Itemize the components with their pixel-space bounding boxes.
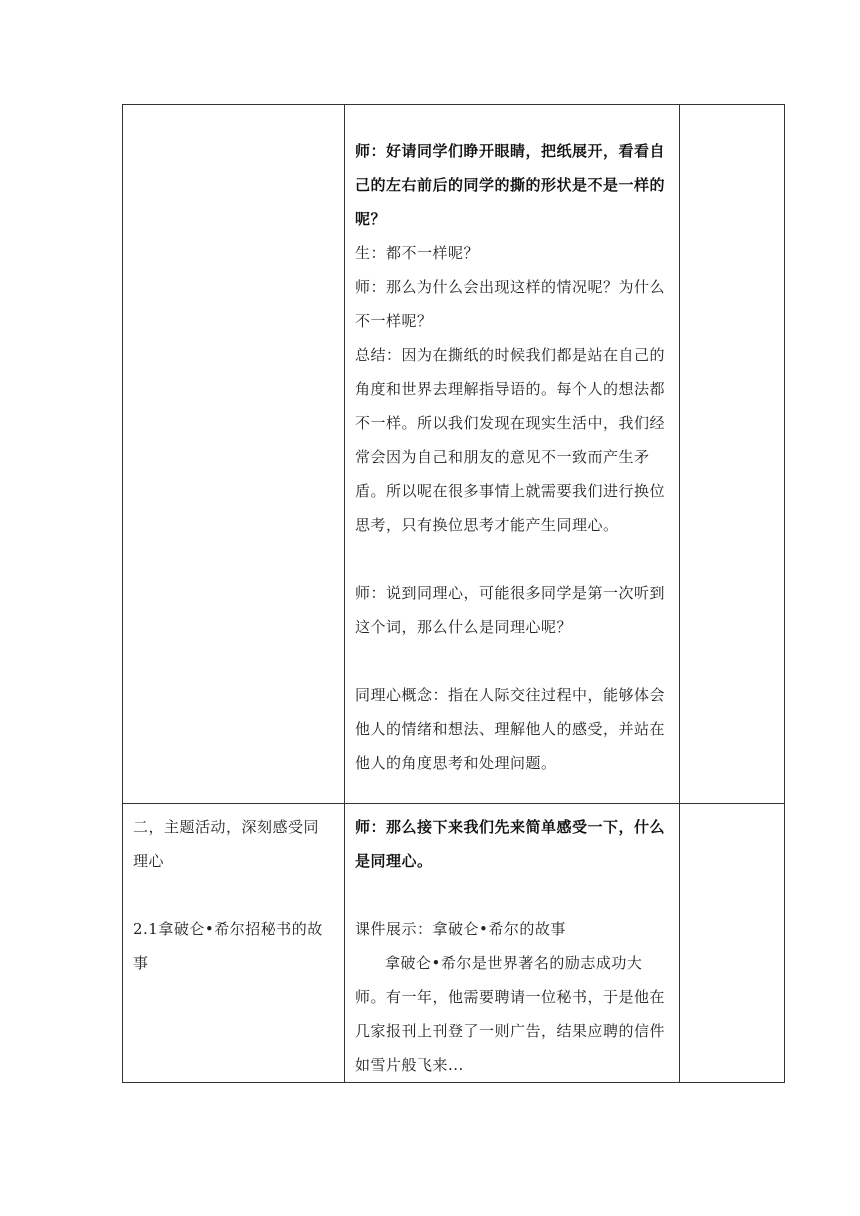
stage-cell (123, 105, 345, 804)
lesson-plan-table (122, 104, 785, 1083)
empathy-concept: 同理心概念：指在人际交往过程中，能够体会他人的情绪和想法、理解他人的感受，并站在他人的角度思考和处理问题。 (355, 686, 666, 772)
teacher-intro: 师：那么接下来我们先来简单感受一下，什么是同理心。 (355, 818, 666, 870)
teacher-question-1: 师：好请同学们睁开眼睛，把纸展开，看看自己的左右前后的同学的撕的形状是不是一样的呢？ (355, 142, 666, 228)
courseware-label: 课件展示：拿破仑•希尔的故事 (355, 920, 566, 938)
stage-heading: 二，主题活动，深刻感受同理心 (133, 818, 320, 870)
stage-subheading: 2.1拿破仑•希尔招秘书的故事 (133, 920, 323, 972)
story-text: 拿破仑•希尔是世界著名的励志成功大师。有一年，他需要聘请一位秘书，于是他在几家报刊上刊登了一则广告，结果应聘的信件如雪片般飞来... (355, 954, 666, 1074)
notes-cell (680, 105, 785, 804)
activity-cell (345, 105, 680, 804)
teacher-question-3: 师：说到同理心，可能很多同学是第一次听到这个词，那么什么是同理心呢？ (355, 584, 666, 636)
summary-text: 总结：因为在撕纸的时候我们都是站在自己的角度和世界去理解指导语的。每个人的想法都不一样。所以我们发现在现实生活中，我们经常会因为自己和朋友的意见不一致而产生矛盾。所以呢在很多事情上就需要我们进行换位思考，只有换位思考才能产生同理心。 (355, 346, 666, 534)
notes-cell (680, 804, 785, 1083)
student-answer: 生：都不一样呢？ (355, 244, 480, 262)
table-row (123, 804, 785, 1083)
teacher-question-2: 师：那么为什么会出现这样的情况呢？为什么不一样呢？ (355, 278, 666, 330)
table-row (123, 105, 785, 804)
activity-cell (345, 804, 680, 1083)
stage-cell (123, 804, 345, 1083)
